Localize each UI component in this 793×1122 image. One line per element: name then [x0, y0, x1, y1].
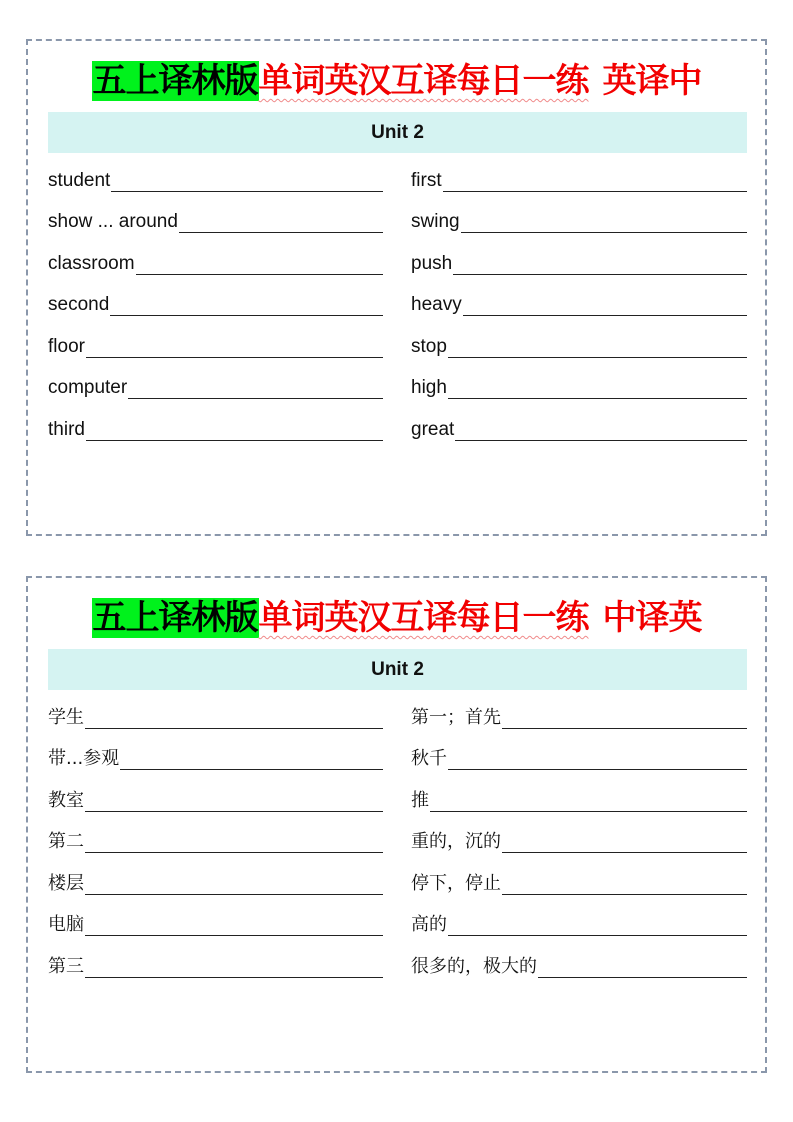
title-suffix: 英译中 — [602, 61, 702, 101]
answer-blank[interactable] — [86, 339, 383, 358]
word-row — [411, 325, 747, 367]
word-row — [411, 945, 747, 987]
unit-header: Unit 2 — [48, 112, 747, 153]
vocab-word: 秋千 — [411, 748, 447, 769]
word-row — [48, 201, 383, 243]
word-row — [48, 284, 383, 326]
vocab-word: classroom — [48, 252, 135, 274]
vocab-word: 高的 — [411, 914, 447, 935]
vocab-word: floor — [48, 335, 85, 357]
answer-blank[interactable] — [455, 422, 747, 441]
vocab-word: second — [48, 294, 110, 315]
answer-blank[interactable] — [179, 214, 383, 233]
answer-blank[interactable] — [502, 710, 747, 729]
word-row — [48, 159, 383, 201]
answer-blank[interactable] — [85, 793, 383, 812]
answer-blank[interactable] — [110, 297, 383, 316]
answer-blank[interactable] — [502, 876, 747, 895]
word-row — [411, 284, 747, 326]
answer-blank[interactable] — [448, 917, 747, 936]
vocab-word: computer — [48, 377, 128, 398]
title-main: 单词英汉互译每日一练 — [258, 61, 589, 101]
worksheet-title — [28, 51, 765, 111]
word-row — [48, 779, 383, 821]
vocab-word: third — [48, 418, 85, 440]
word-row — [411, 159, 747, 201]
word-row — [411, 696, 747, 738]
word-row — [48, 945, 383, 987]
title-highlight: 五上译林版 — [92, 61, 258, 101]
word-column-right — [411, 696, 747, 987]
word-row — [48, 904, 383, 946]
word-row — [411, 904, 747, 946]
vocab-word: 很多的，极大的 — [411, 955, 537, 977]
word-row — [411, 201, 747, 243]
vocab-word: 学生 — [48, 706, 84, 728]
vocab-word: 楼层 — [48, 872, 84, 894]
vocab-word: 带...参观 — [48, 748, 120, 769]
answer-blank[interactable] — [461, 214, 747, 233]
vocab-word: student — [48, 169, 111, 191]
vocab-word: 推 — [411, 789, 429, 811]
worksheet-card-en-to-cn — [26, 39, 767, 536]
answer-blank[interactable] — [430, 793, 747, 812]
answer-blank[interactable] — [85, 917, 383, 936]
answer-blank[interactable] — [443, 173, 747, 192]
title-highlight: 五上译林版 — [92, 598, 258, 638]
word-row — [48, 821, 383, 863]
title-main: 单词英汉互译每日一练 — [258, 598, 589, 638]
word-row — [411, 367, 747, 409]
vocab-word: 停下，停止 — [411, 872, 501, 894]
answer-blank[interactable] — [85, 710, 383, 729]
answer-blank[interactable] — [86, 422, 383, 441]
answer-blank[interactable] — [85, 834, 383, 853]
vocab-word: 第二 — [48, 831, 84, 852]
title-suffix: 中译英 — [602, 598, 702, 638]
word-row — [411, 862, 747, 904]
vocab-word: stop — [411, 335, 447, 357]
vocab-word: show ... around — [48, 211, 178, 232]
word-row — [411, 779, 747, 821]
worksheet-card-cn-to-en — [26, 576, 767, 1073]
word-row — [48, 408, 383, 450]
vocab-word: 教室 — [48, 789, 84, 811]
vocab-word: 重的，沉的 — [411, 831, 501, 852]
vocab-word: 电脑 — [48, 914, 84, 935]
vocab-word: 第三 — [48, 955, 84, 977]
word-row — [48, 367, 383, 409]
word-row — [48, 696, 383, 738]
answer-blank[interactable] — [448, 751, 747, 770]
answer-blank[interactable] — [538, 959, 747, 978]
answer-blank[interactable] — [120, 751, 383, 770]
answer-blank[interactable] — [85, 959, 383, 978]
word-row — [411, 738, 747, 780]
vocab-word: swing — [411, 211, 460, 232]
worksheet-title — [28, 588, 765, 648]
answer-blank[interactable] — [453, 256, 747, 275]
answer-blank[interactable] — [448, 339, 747, 358]
answer-blank[interactable] — [463, 297, 747, 316]
word-row — [411, 242, 747, 284]
answer-blank[interactable] — [85, 876, 383, 895]
word-column-left — [48, 159, 383, 450]
word-column-left — [48, 696, 383, 987]
answer-blank[interactable] — [111, 173, 383, 192]
unit-header: Unit 2 — [48, 649, 747, 690]
word-row — [48, 862, 383, 904]
word-row — [411, 821, 747, 863]
vocab-word: great — [411, 418, 455, 440]
answer-blank[interactable] — [128, 380, 383, 399]
word-row — [411, 408, 747, 450]
answer-blank[interactable] — [136, 256, 383, 275]
word-row — [48, 325, 383, 367]
word-row — [48, 242, 383, 284]
word-column-right — [411, 159, 747, 450]
vocab-word: push — [411, 252, 453, 274]
vocab-word: heavy — [411, 294, 462, 315]
vocab-word: 第一；首先 — [411, 706, 501, 728]
vocab-word: high — [411, 377, 447, 398]
answer-blank[interactable] — [502, 834, 747, 853]
vocab-word: first — [411, 169, 442, 191]
word-row — [48, 738, 383, 780]
answer-blank[interactable] — [448, 380, 747, 399]
